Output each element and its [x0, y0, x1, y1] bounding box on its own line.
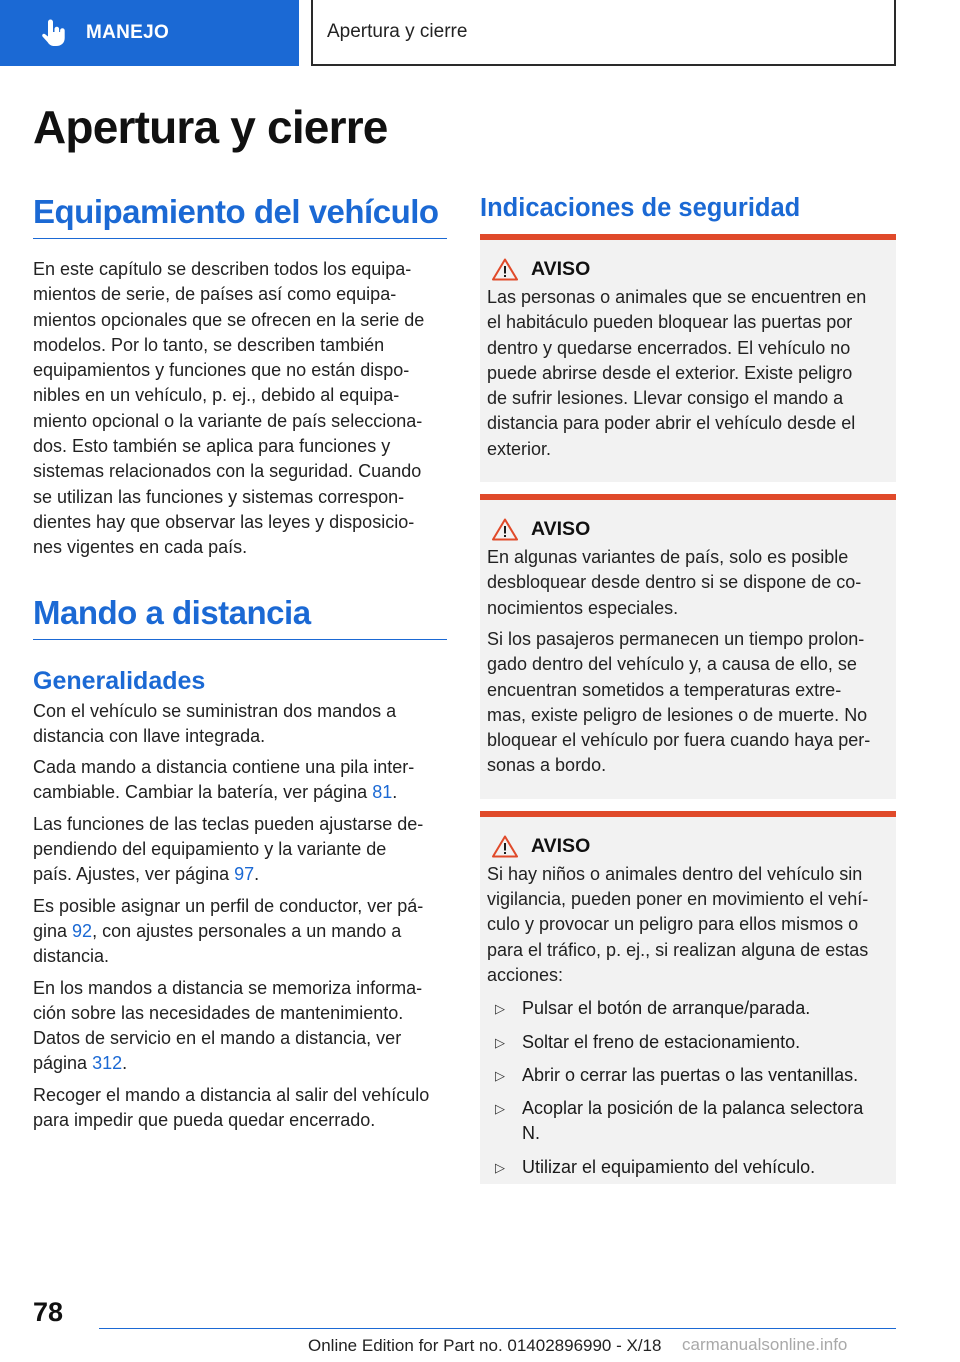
list-item: ▷ Acoplar la posición de la palanca selectora N.	[487, 1096, 888, 1147]
list-item: ▷ Utilizar el equipamiento del vehículo.	[487, 1155, 888, 1180]
remote-heading: Mando a distancia	[33, 593, 311, 631]
remote-paragraph-3: Las funciones de las teclas pueden ajustarse de- pendiendo del equipamiento y la variante de país. Ajustes, ver página 97.	[33, 813, 424, 885]
triangle-bullet-icon: ▷	[495, 1001, 505, 1017]
warning-box	[480, 494, 896, 799]
warning-title: AVISO	[531, 518, 591, 541]
heading-rule	[33, 639, 447, 640]
footer-rule	[99, 1328, 896, 1329]
page-link-92[interactable]: 92	[72, 920, 93, 941]
section-header-title: Apertura y cierre	[327, 21, 468, 42]
remote-paragraph-1: Con el vehículo se suministran dos mandos a distancia con llave integrada.	[33, 700, 397, 746]
warning-box	[480, 234, 896, 482]
section-header	[311, 0, 896, 66]
chapter-tab-label: MANEJO	[86, 22, 170, 43]
triangle-bullet-icon: ▷	[495, 1034, 505, 1050]
triangle-bullet-icon: ▷	[495, 1101, 505, 1117]
left-column	[33, 190, 447, 1133]
list-item: ▷ Abrir o cerrar las puertas o las ventanillas.	[487, 1063, 888, 1088]
triangle-bullet-icon: ▷	[495, 1159, 505, 1175]
page-number: 78	[33, 1297, 64, 1327]
warning-title: AVISO	[531, 834, 591, 857]
warning-title: AVISO	[531, 258, 591, 280]
right-column	[480, 190, 896, 1184]
warning-triangle-icon	[492, 258, 518, 281]
warning-text: Si los pasajeros permanecen un tiempo prolon- gado dentro del vehículo y, a causa de ello, se encuentran sometidos a temperaturas extre- mas, existe peligro de lesiones o de muerte. No bloquear el vehículo por fuera cuando haya per- sonas a bordo.	[487, 628, 871, 776]
remote-paragraph-4: Es posible asignar un perfil de conductor, ver pá- gina 92, con ajustes personales a un mando a distancia.	[33, 895, 424, 967]
list-item: ▷ Soltar el freno de estacionamiento.	[487, 1030, 888, 1055]
safety-heading: Indicaciones de seguridad	[480, 194, 801, 222]
watermark: carmanualsonline.info	[682, 1335, 848, 1354]
list-item: ▷ Pulsar el botón de arranque/parada.	[487, 996, 888, 1021]
warning-triangle-icon	[492, 518, 518, 541]
triangle-bullet-icon: ▷	[495, 1067, 505, 1083]
warning-text: En algunas variantes de país, solo es posible desbloquear desde dentro si se dispone de co- nocimientos especiales.	[487, 547, 862, 618]
chapter-tab	[0, 0, 299, 66]
remote-paragraph-2: Cada mando a distancia contiene una pila inter- cambiable. Cambiar la batería, ver página 81.	[33, 757, 415, 803]
warning-triangle-icon	[492, 835, 518, 858]
equipment-heading: Equipamiento del vehículo	[33, 193, 439, 230]
page-title: Apertura y cierre	[33, 101, 388, 153]
page-link-81[interactable]: 81	[372, 782, 393, 803]
warning-box	[480, 811, 896, 1184]
page-link-97[interactable]: 97	[234, 864, 255, 885]
warning-text: Las personas o animales que se encuentren en el habitáculo pueden bloquear las puertas por dentro y quedarse encerrados. El vehículo no puede abrirse desde el exterior. Existe peligro de sufrir lesiones. Llevar consigo el mando a distancia para poder abrir el vehículo desde el exterior.	[487, 287, 867, 459]
remote-paragraph-6: Recoger el mando a distancia al salir del vehículo para impedir que pueda quedar encerrado.	[33, 1084, 430, 1131]
general-heading: Generalidades	[33, 666, 206, 695]
warning-text: Si hay niños o animales dentro del vehículo sin vigilancia, pueden poner en movimiento el vehí- culo y provocar un peligro para ellos mismos o para el tráfico, p. ej., si realizan alguna de estas acciones:	[487, 863, 869, 985]
equipment-paragraph: En este capítulo se describen todos los equipa- mientos de serie, de países así como equipa- mientos opcionales que se ofrecen en la serie de modelos. Por lo tanto, se describen también equipamientos y funciones que no están dispo- nibles en un vehículo, p. ej., debido al equipa- miento opcional o la variante de país selecciona- dos. Esto también se aplica para funciones y sistemas relacionados con la seguridad. Cuando se utilizan las funciones y sistemas correspon- dientes hay que observar las leyes y disposicio- nes vigentes en cada país.	[33, 259, 425, 558]
remote-paragraph-5: En los mandos a distancia se memoriza informa- ción sobre las necesidades de mantenimiento. Datos de servicio en el mando a distancia, ver página 312.	[33, 977, 423, 1074]
heading-rule	[33, 238, 447, 239]
page-link-312[interactable]: 312	[92, 1053, 123, 1074]
hand-pointer-icon	[38, 18, 68, 48]
edition-text: Online Edition for Part no. 01402896990 - X/18	[308, 1336, 662, 1355]
